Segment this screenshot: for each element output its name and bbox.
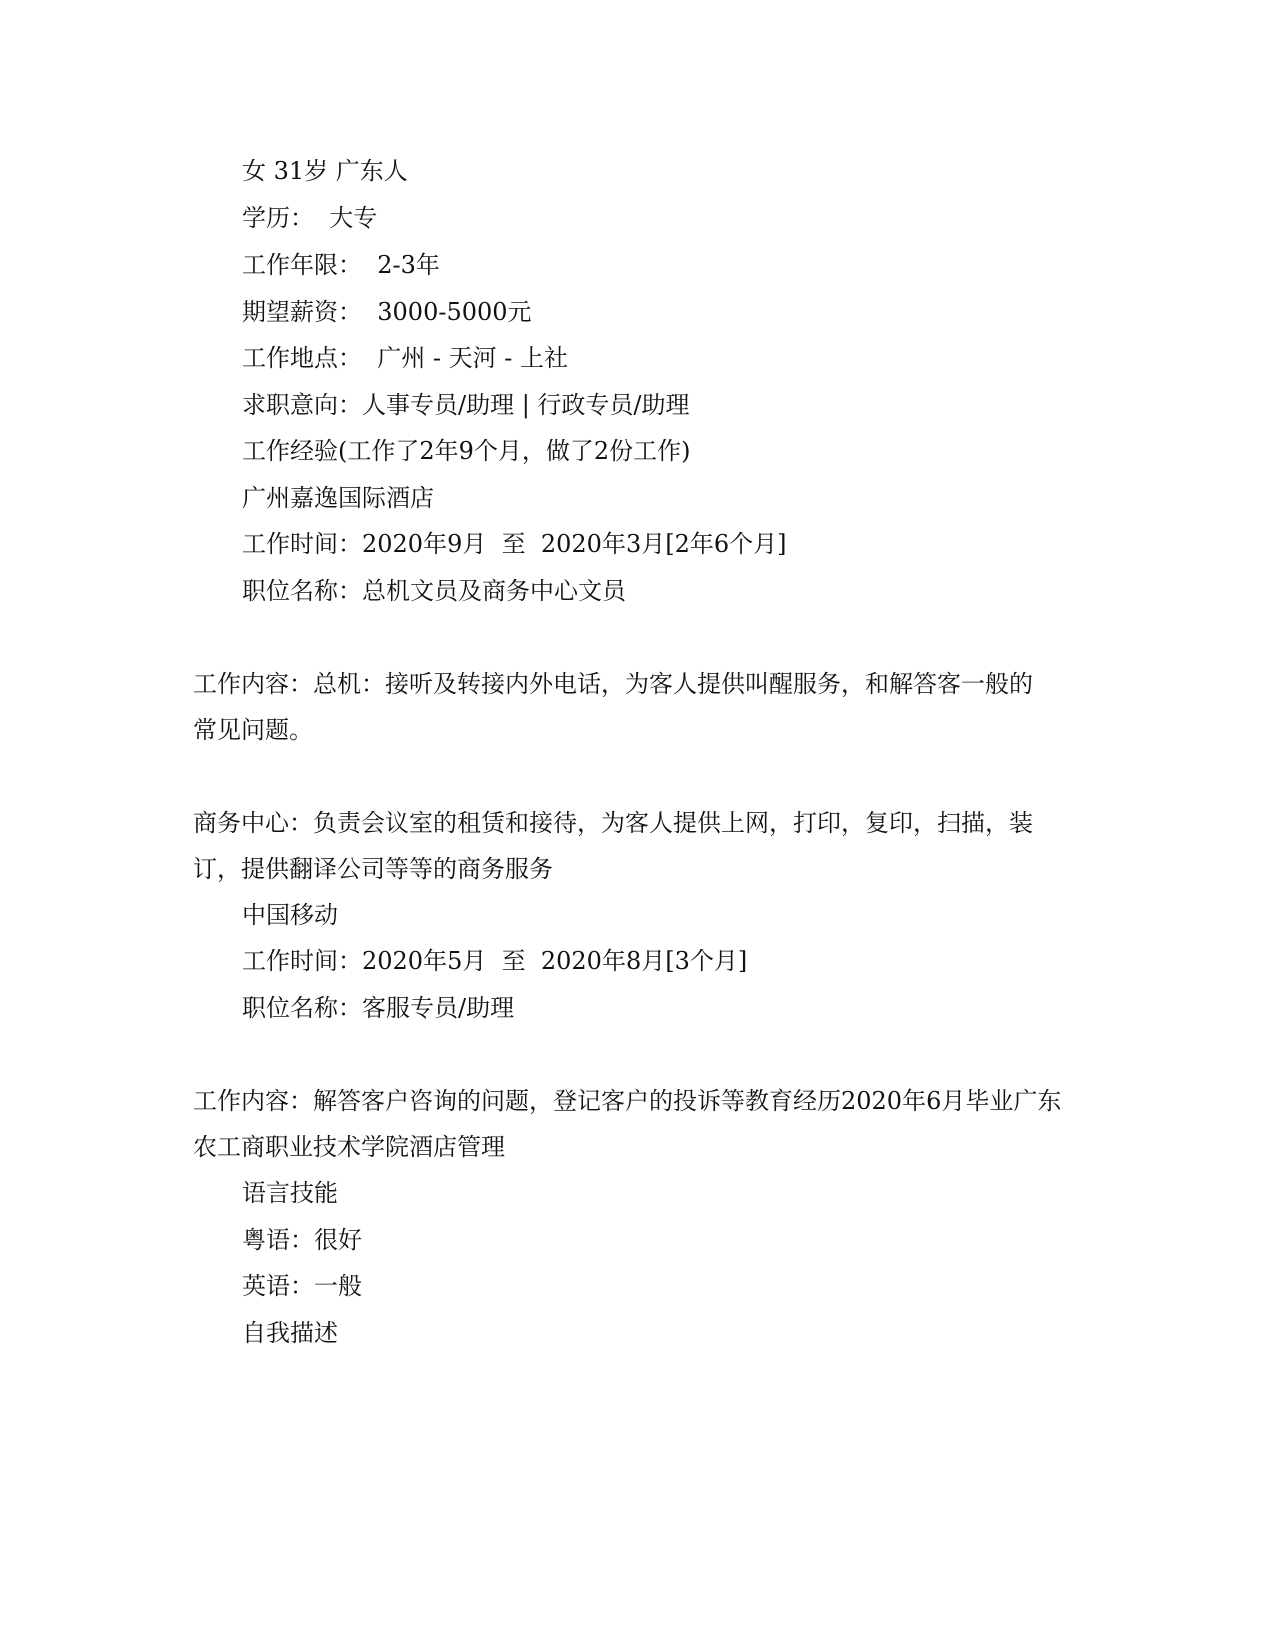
job-1-content-line: 常见问题。 [193,716,313,744]
experience-heading: 工作经验(工作了2年9个月，做了2份工作) [242,437,691,465]
job-2-period: 工作时间：2020年5月 至 2020年8月[3个月] [242,947,748,975]
basic-info: 女 31岁 广东人 [242,157,408,185]
language-skills-heading: 语言技能 [242,1179,338,1207]
english-skill: 英语：一般 [242,1272,362,1300]
job-1-period: 工作时间：2020年9月 至 2020年3月[2年6个月] [242,530,787,558]
job-1-title: 职位名称：总机文员及商务中心文员 [242,577,626,605]
self-description-heading: 自我描述 [242,1319,338,1347]
job-1-content-line: 订，提供翻译公司等等的商务服务 [193,855,553,883]
expected-salary-info: 期望薪资： 3000-5000元 [242,298,532,326]
job-2-content-line: 农工商职业技术学院酒店管理 [193,1133,505,1161]
job-1-content-line: 工作内容：总机：接听及转接内外电话，为客人提供叫醒服务，和解答客一般的 [193,670,1033,698]
job-2-content-line: 工作内容：解答客户咨询的问题，登记客户的投诉等教育经历2020年6月毕业广东 [193,1087,1062,1115]
work-location-info: 工作地点： 广州 - 天河 - 上社 [242,344,568,372]
job-1-content-line: 商务中心：负责会议室的租赁和接待，为客人提供上网，打印，复印，扫描，装 [193,809,1033,837]
job-intention-info: 求职意向：人事专员/助理 | 行政专员/助理 [242,391,690,419]
job-2-company: 中国移动 [242,901,338,929]
job-1-company: 广州嘉逸国际酒店 [242,484,434,512]
education-info: 学历： 大专 [242,204,378,232]
job-2-title: 职位名称：客服专员/助理 [242,994,515,1022]
cantonese-skill: 粤语：很好 [242,1226,362,1254]
work-years-info: 工作年限： 2-3年 [242,251,440,279]
